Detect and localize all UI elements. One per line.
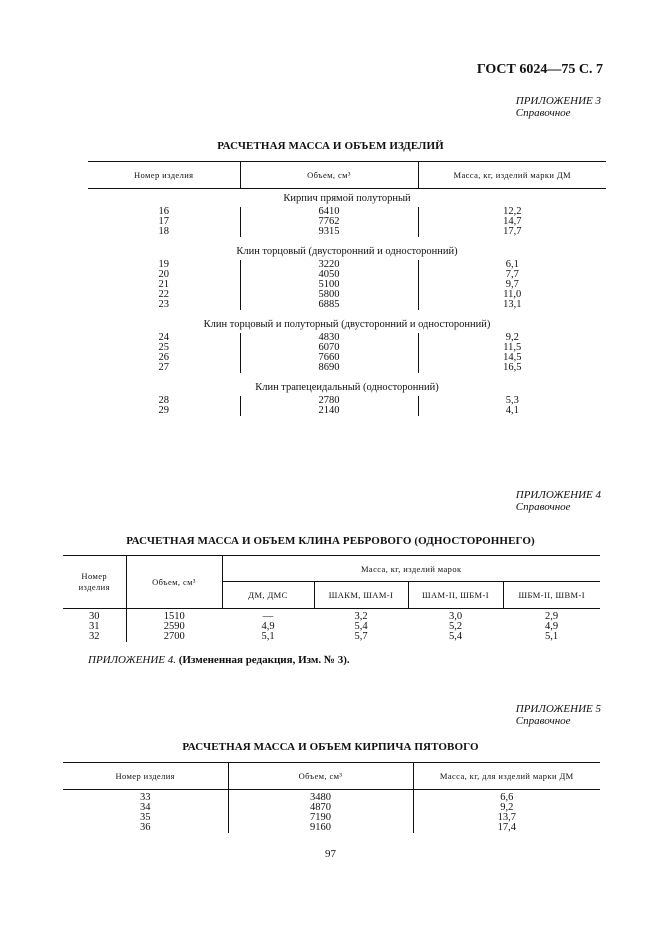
page-number: 97 bbox=[325, 848, 336, 860]
table-2-cell: 5,1 bbox=[261, 631, 275, 642]
table-row bbox=[88, 363, 606, 373]
table-1-cell: 27 bbox=[158, 362, 169, 373]
table-1-cell: 6885 bbox=[240, 300, 418, 310]
table-3-cell: 9160 bbox=[228, 823, 413, 833]
table-1-cell: 6,1 bbox=[418, 260, 606, 270]
table-1-cell: 22 bbox=[158, 289, 169, 300]
table-1-header-number: Номер изделия bbox=[133, 170, 194, 180]
table-2-header-mass: Масса, кг, изделий марок bbox=[222, 556, 600, 582]
table-1-cell: 19 bbox=[158, 259, 169, 270]
table-2-cell: 5,4 bbox=[448, 631, 463, 642]
table-1-cell: 12,2 bbox=[418, 207, 606, 217]
table-2 bbox=[63, 555, 600, 642]
appendix-5-kind: Справочное bbox=[515, 715, 571, 727]
table-row bbox=[63, 823, 600, 833]
table-1-cell: 14,5 bbox=[418, 353, 606, 363]
table-3-header-number: Номер изделия bbox=[115, 771, 175, 781]
table-1-cell: 3220 bbox=[240, 260, 418, 270]
table-row bbox=[88, 406, 606, 416]
table-3 bbox=[63, 762, 600, 833]
table-1-cell: 6410 bbox=[240, 207, 418, 217]
table-2-cell: 3,0 bbox=[448, 611, 463, 622]
table-3-cell: 3480 bbox=[228, 790, 413, 804]
table-row bbox=[88, 300, 606, 310]
table-1-cell: 17,7 bbox=[418, 227, 606, 237]
appendix-4-number: ПРИЛОЖЕНИЕ 4 bbox=[515, 489, 601, 501]
table-row bbox=[63, 622, 600, 632]
table-1-cell: 9,2 bbox=[418, 333, 606, 343]
table-1-cell: 4050 bbox=[240, 270, 418, 280]
table-1-group-caption-row bbox=[88, 237, 606, 260]
table-1-cell: 4,1 bbox=[418, 406, 606, 416]
table-1-cell: 29 bbox=[158, 405, 169, 416]
table-3-cell: 6,6 bbox=[413, 790, 600, 804]
appendix-3-kind: Справочное bbox=[515, 107, 571, 119]
table-1-group-caption: Клин трапецеидальный (односторонний) bbox=[255, 382, 439, 393]
table-1-header-volume: Объем, см³ bbox=[240, 162, 418, 189]
table-1-cell: 28 bbox=[158, 395, 169, 406]
table-2-cell: 5,2 bbox=[448, 621, 463, 632]
amendment-note-text: (Измененная редакция, Изм. № 3). bbox=[178, 654, 350, 666]
table-1-cell: 5100 bbox=[240, 280, 418, 290]
table-1-cell: 21 bbox=[158, 279, 169, 290]
appendix-5-label bbox=[516, 703, 601, 727]
table-2-cell: 32 bbox=[89, 631, 100, 642]
table-2-cell: 30 bbox=[89, 611, 100, 622]
table-1-cell: 7,7 bbox=[418, 270, 606, 280]
table-2-subheader-sham2: ШАМ-II, ШБМ-I bbox=[408, 582, 503, 609]
table-row bbox=[63, 632, 600, 642]
table-2-cell: — bbox=[262, 611, 274, 622]
amendment-note-ref: ПРИЛОЖЕНИЕ 4. bbox=[88, 654, 176, 666]
table-2-cell: 5,7 bbox=[354, 631, 368, 642]
table-1-group-caption: Клин торцовый (двусторонний и односторонний) bbox=[236, 246, 458, 257]
document-header: ГОСТ 6024—75 С. 7 bbox=[476, 62, 603, 77]
appendix-5-number: ПРИЛОЖЕНИЕ 5 bbox=[515, 703, 601, 715]
table-2-cell: 3,2 bbox=[354, 611, 368, 622]
appendix-3-label bbox=[516, 95, 601, 119]
appendix-4-label bbox=[516, 489, 601, 513]
table-row bbox=[63, 609, 600, 623]
table-1 bbox=[88, 161, 606, 416]
table-2-cell: 5,4 bbox=[354, 621, 368, 632]
table-3-cell: 13,7 bbox=[413, 813, 600, 823]
table-2-cell: 2,9 bbox=[544, 611, 559, 622]
table-2-cell: 2590 bbox=[126, 622, 222, 632]
table-1-cell: 13,1 bbox=[418, 300, 606, 310]
table-3-cell: 33 bbox=[140, 792, 151, 803]
table-1-header-mass: Масса, кг, изделий марки ДМ bbox=[418, 162, 606, 189]
table-2-cell: 31 bbox=[89, 621, 100, 632]
table-3-cell: 4870 bbox=[228, 803, 413, 813]
table-1-group-caption-row bbox=[88, 189, 606, 208]
table-1-cell: 16 bbox=[158, 206, 169, 217]
table-1-cell: 5,3 bbox=[418, 396, 606, 406]
table-1-cell: 4830 bbox=[240, 333, 418, 343]
table-3-cell: 36 bbox=[140, 822, 151, 833]
amendment-note bbox=[88, 654, 350, 666]
table-1-cell: 7762 bbox=[240, 217, 418, 227]
table-1-cell: 2780 bbox=[240, 396, 418, 406]
table-2-cell: 1510 bbox=[126, 609, 222, 623]
table-2-header-number-line1: Номер bbox=[81, 571, 108, 581]
table-2-subheader-shakm: ШАКМ, ШАМ-I bbox=[314, 582, 408, 609]
table-2-header-volume: Объем, см³ bbox=[126, 556, 222, 609]
table-1-group-caption: Кирпич прямой полуторный bbox=[283, 193, 411, 204]
table-1-title: РАСЧЕТНАЯ МАССА И ОБЪЕМ ИЗДЕЛИЙ bbox=[217, 140, 444, 152]
table-3-cell: 35 bbox=[140, 812, 151, 823]
table-2-cell: 2700 bbox=[126, 632, 222, 642]
table-2-cell: 4,9 bbox=[261, 621, 275, 632]
table-1-cell: 23 bbox=[158, 299, 169, 310]
table-3-header-volume: Объем, см³ bbox=[228, 763, 413, 790]
table-1-cell: 14,7 bbox=[418, 217, 606, 227]
table-row bbox=[88, 227, 606, 237]
table-3-cell: 9,2 bbox=[413, 803, 600, 813]
table-3-cell: 7190 bbox=[228, 813, 413, 823]
table-2-title: РАСЧЕТНАЯ МАССА И ОБЪЕМ КЛИНА РЕБРОВОГО (ОДНОСТОРОННЕГО) bbox=[126, 535, 535, 547]
table-1-cell: 24 bbox=[158, 332, 169, 343]
table-3-title: РАСЧЕТНАЯ МАССА И ОБЪЕМ КИРПИЧА ПЯТОВОГО bbox=[182, 741, 479, 753]
table-1-cell: 11,5 bbox=[418, 343, 606, 353]
table-1-cell: 2140 bbox=[240, 406, 418, 416]
table-2-header-number-line2: изделия bbox=[78, 582, 110, 592]
table-1-cell: 25 bbox=[158, 342, 169, 353]
table-2-cell: 4,9 bbox=[544, 621, 559, 632]
table-1-cell: 7660 bbox=[240, 353, 418, 363]
table-2-subheader-shbm2: ШБМ-II, ШВМ-I bbox=[503, 582, 600, 609]
appendix-4-kind: Справочное bbox=[515, 501, 571, 513]
table-1-group-caption: Клин торцовый и полуторный (двусторонний и односторонний) bbox=[203, 319, 491, 330]
table-1-cell: 11,0 bbox=[418, 290, 606, 300]
table-2-subheader-dm: ДМ, ДМС bbox=[222, 582, 314, 609]
table-1-cell: 9315 bbox=[240, 227, 418, 237]
table-1-cell: 17 bbox=[158, 216, 169, 227]
table-1-group-caption-row bbox=[88, 310, 606, 333]
table-1-group-caption-row bbox=[88, 373, 606, 396]
table-3-cell: 17,4 bbox=[413, 823, 600, 833]
table-1-cell: 18 bbox=[158, 226, 169, 237]
table-1-cell: 26 bbox=[158, 352, 169, 363]
table-2-cell: 5,1 bbox=[544, 631, 559, 642]
table-row bbox=[63, 790, 600, 804]
table-1-cell: 8690 bbox=[240, 363, 418, 373]
table-1-cell: 16,5 bbox=[418, 363, 606, 373]
appendix-3-number: ПРИЛОЖЕНИЕ 3 bbox=[515, 95, 601, 107]
table-1-cell: 20 bbox=[158, 269, 169, 280]
table-2-header-number bbox=[63, 556, 126, 609]
table-1-cell: 5800 bbox=[240, 290, 418, 300]
table-3-header-mass: Масса, кг, для изделий марки ДМ bbox=[413, 763, 600, 790]
table-3-cell: 34 bbox=[140, 802, 151, 813]
table-1-cell: 9,7 bbox=[418, 280, 606, 290]
table-1-cell: 6070 bbox=[240, 343, 418, 353]
